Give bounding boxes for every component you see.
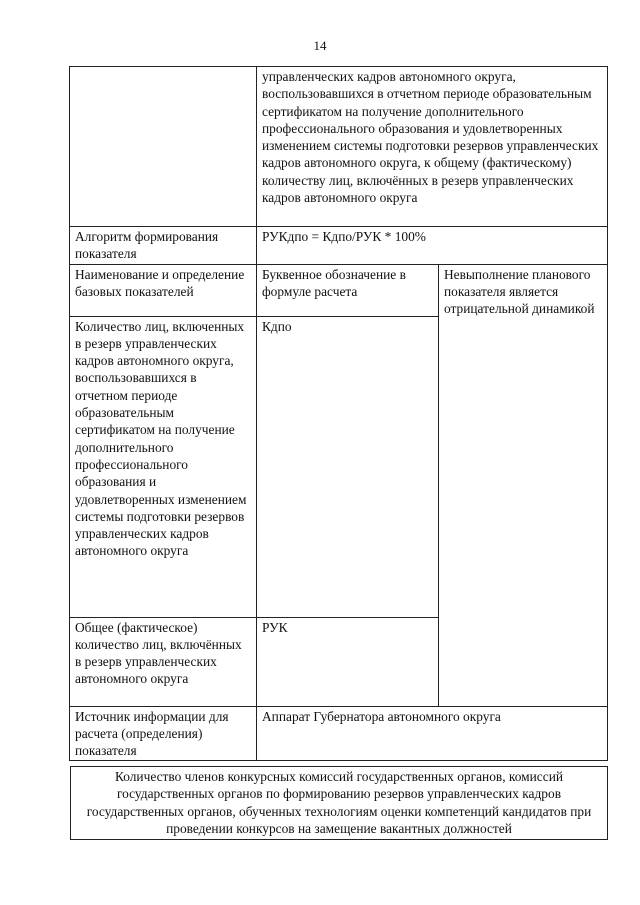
source-label: Источник информации для расчета (определения) показателя	[70, 706, 257, 761]
page-number: 14	[313, 38, 327, 53]
indicator1-name: Количество лиц, включенных в резерв управленческих кадров автономного округа, воспользовавшихся в отчетном периоде образовательным сертификатом на получение дополнительного профессионального образования и удовлетворенных изменением системы подготовки резервов управленческих кадров автономного округа	[70, 316, 257, 617]
algorithm-label: Алгоритм формирования показателя	[70, 227, 257, 265]
indicator2-name: Общее (фактическое) количество лиц, включённых в резерв управленческих автономного округа	[70, 617, 257, 706]
next-indicator-title: Количество членов конкурсных комиссий государственных органов, комиссий государственных органов по формированию резервов управленческих кадров государственных органов, обученных технологиям оценки компетенций кандидатов при проведении конкурсов на замещение вакантных должностей	[70, 766, 608, 840]
table-row	[70, 706, 608, 761]
table-row	[70, 264, 608, 316]
table-cell-empty	[70, 67, 257, 227]
indicator-passport-table	[69, 66, 608, 761]
table-row	[70, 227, 608, 265]
indicator1-symbol: Кдпо	[257, 316, 439, 617]
indicator-definition-continued: управленческих кадров автономного округа, воспользовавшихся в отчетном периоде образовательным сертификатом на получение дополнительного профессионального образования и удовлетворенных изменением системы подготовки резервов управленческих кадров автономного округа, к общему (фактическому) количеству лиц, включённых в резерв управленческих кадров автономного округа	[257, 67, 608, 227]
source-value: Аппарат Губернатора автономного округа	[257, 706, 608, 761]
base-header-symbol: Буквенное обозначение в формуле расчета	[257, 264, 439, 316]
algorithm-formula: РУКдпо = Кдпо/РУК * 100%	[257, 227, 608, 265]
base-header-name: Наименование и определение базовых показателей	[70, 264, 257, 316]
indicator2-symbol: РУК	[257, 617, 439, 706]
dynamics-note: Невыполнение планового показателя является отрицательной динамикой	[439, 264, 608, 706]
table-row	[70, 67, 608, 227]
